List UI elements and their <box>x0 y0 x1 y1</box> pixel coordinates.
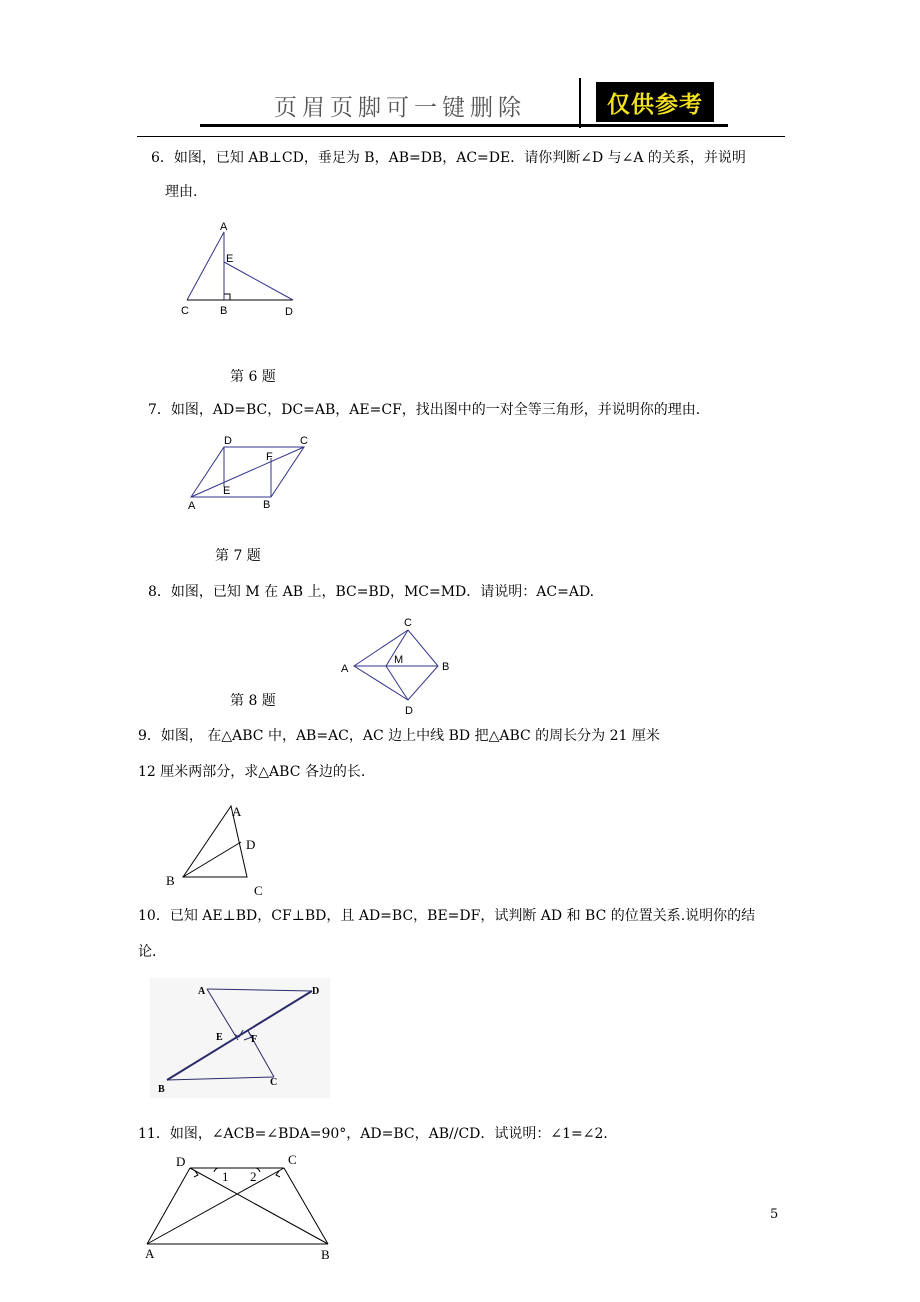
figure-6-caption: 第 6 题 <box>230 369 276 385</box>
header-badge: 仅供参考 <box>596 82 714 122</box>
header-vertical-rule <box>579 78 581 128</box>
question-8-text: 8．如图，已知 M 在 AB 上，BC=BD，MC=MD．请说明：AC=AD. <box>148 584 595 600</box>
fig7-label-F: F <box>266 451 273 463</box>
fig10-label-F: F <box>251 1034 258 1045</box>
fig11-label-B: B <box>321 1247 330 1262</box>
figure-6 <box>175 215 310 320</box>
fig7-label-E: E <box>223 485 231 497</box>
figure-7-caption: 第 7 题 <box>215 548 261 564</box>
question-9-text-cont: 12 厘米两部分，求△ABC 各边的长. <box>138 764 366 780</box>
fig9-label-C: C <box>254 883 263 898</box>
fig11-label-C: C <box>288 1152 297 1167</box>
fig9-label-A: A <box>232 804 242 819</box>
fig7-label-C: C <box>300 435 308 447</box>
fig8-label-B: B <box>442 661 450 673</box>
fig6-label-B: B <box>220 305 228 317</box>
fig8-label-M: M <box>394 654 404 666</box>
fig8-label-C: C <box>404 617 412 629</box>
header-title: 页眉页脚可一键删除 <box>274 95 526 121</box>
fig10-label-D: D <box>312 986 320 997</box>
question-11-text: 11．如图，∠ACB=∠BDA=90°，AD=BC，AB//CD．试说明：∠1=∠2． <box>138 1126 618 1142</box>
fig8-label-A: A <box>341 663 349 675</box>
question-9-text: 9．如图， 在△ABC 中，AB=AC，AC 边上中线 BD 把△ABC 的周长分为 21 厘米 <box>138 728 660 744</box>
fig9-label-B: B <box>166 873 175 888</box>
question-10-text-cont: 论． <box>138 944 166 960</box>
fig9-label-D: D <box>246 837 256 852</box>
fig7-label-A: A <box>188 500 196 512</box>
header-rule-thin <box>137 136 785 137</box>
fig11-label-D: D <box>176 1154 186 1169</box>
figure-11 <box>138 1150 348 1262</box>
question-6-text: 6．如图，已知 AB⊥CD，垂足为 B，AB=DB，AC=DE．请你判断∠D 与∠A 的关系，并说明 <box>151 150 746 166</box>
figure-8-caption: 第 8 题 <box>230 693 276 709</box>
figure-8 <box>330 612 465 717</box>
fig10-label-E: E <box>216 1032 223 1043</box>
fig11-label-1: 1 <box>222 1169 229 1184</box>
fig10-label-A: A <box>198 986 206 997</box>
fig10-label-B: B <box>158 1084 165 1095</box>
fig8-label-D: D <box>405 705 413 717</box>
figure-9 <box>160 798 270 903</box>
fig6-label-E: E <box>226 253 234 265</box>
fig7-label-D: D <box>224 435 232 447</box>
fig10-label-C: C <box>270 1077 278 1088</box>
fig11-label-2: 2 <box>250 1169 257 1184</box>
fig6-label-C: C <box>181 305 189 317</box>
question-7-text: 7．如图，AD=BC，DC=AB，AE=CF，找出图中的一对全等三角形，并说明你的理由． <box>148 402 710 418</box>
question-6-text-cont: 理由. <box>165 184 198 200</box>
question-10-text: 10．已知 AE⊥BD，CF⊥BD，且 AD=BC，BE=DF，试判断 AD 和 BC 的位置关系.说明你的结 <box>138 908 756 924</box>
page-number: 5 <box>770 1207 779 1222</box>
figure-10 <box>150 978 330 1098</box>
fig11-label-A: A <box>145 1246 155 1261</box>
fig7-label-B: B <box>263 499 271 511</box>
header-rule-thick <box>200 124 728 127</box>
figure-7 <box>180 428 330 518</box>
fig6-label-A: A <box>220 221 228 233</box>
fig6-label-D: D <box>285 306 293 318</box>
